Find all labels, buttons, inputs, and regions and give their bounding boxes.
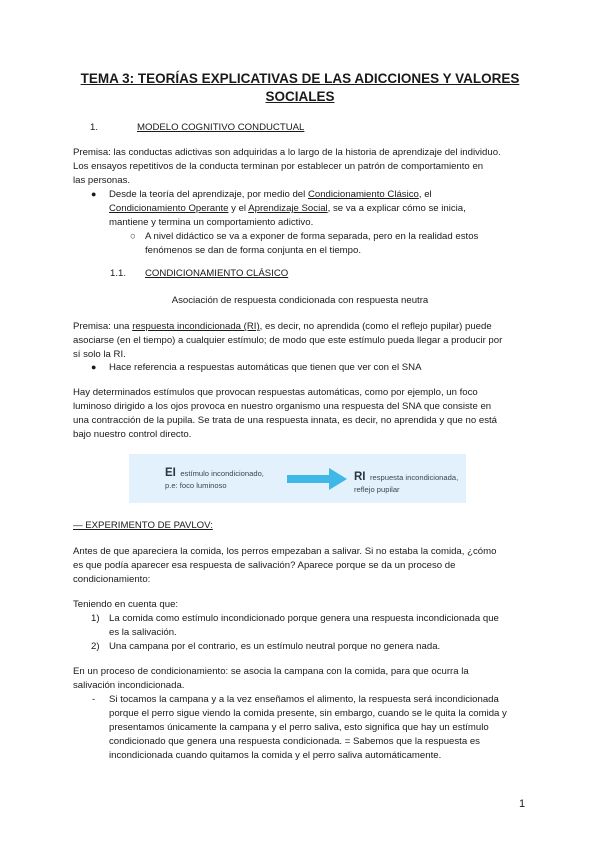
term-unconditioned-response: respuesta incondicionada (RI) xyxy=(132,321,260,332)
dash-item-line: incondicionada cuando quitamos la comida y el perro saliva automáticamente. xyxy=(109,750,442,761)
stimulus-example: p.e: foco luminoso xyxy=(165,481,227,490)
paragraph-line: asociarse (en el tiempo) a cualquier estímulo; de modo que este estímulo pueda llegar a producir por xyxy=(73,335,503,346)
paragraph-line: Hay determinados estímulos que provocan respuestas automáticas, como por ejemplo, un foco xyxy=(73,387,478,398)
list-item: Una campana por el contrario, es un estímulo neutral porque no genera nada. xyxy=(109,641,441,652)
subtitle: Asociación de respuesta condicionada con respuesta neutra xyxy=(171,295,429,306)
list-item: es la salivación. xyxy=(109,627,177,638)
text-span: y el xyxy=(228,203,249,214)
paragraph-line: Antes de que apareciera la comida, los perros empezaban a salivar. Si no estaba la comida, ¿cómo xyxy=(73,546,497,557)
paragraph-line: En un proceso de condicionamiento: se asocia la campana con la comida, para que ocurra la xyxy=(73,666,469,677)
response-text: respuesta incondicionada, xyxy=(369,473,459,482)
subsection-heading: CONDICIONAMIENTO CLÁSICO xyxy=(145,268,289,279)
dash-item-line: porque el perro sigue viendo la comida presente, sin embargo, cuando se le quita la comida y xyxy=(109,708,507,719)
page-title: TEMA 3: TEORÍAS EXPLICATIVAS DE LAS ADICCIONES Y VALORES SOCIALES xyxy=(80,71,520,104)
text-span: Desde la teoría del aprendizaje, por medio del xyxy=(109,189,308,200)
paragraph-line: las personas. xyxy=(73,175,131,186)
paragraph-line: Los ensayos repetitivos de la conducta terminan por establecer un patrón de comportamiento en xyxy=(73,161,484,172)
circle-bullet-icon: ○ xyxy=(130,231,136,242)
paragraph-line: Teniendo en cuenta que: xyxy=(73,599,179,610)
text-span: , el xyxy=(418,189,432,200)
dash-item-line: presentamos únicamente la campana y el perro saliva, esto significa que hay un estímulo xyxy=(109,722,489,733)
term-operant-conditioning: Condicionamiento Operante xyxy=(109,203,229,214)
list-number: 1) xyxy=(91,613,100,624)
term-social-learning: Aprendizaje Social xyxy=(248,203,328,214)
dash-item-line: condicionado que genera una respuesta condicionada. = Sabemos que la respuesta es xyxy=(109,736,480,747)
paragraph-line: sí solo la RI. xyxy=(73,349,126,360)
subsection-number: 1.1. xyxy=(110,268,127,279)
list-number: 2) xyxy=(91,641,100,652)
paragraph-line: luminoso dirigido a los ojos provoca en nuestro organismo una respuesta del SNA que consiste en xyxy=(73,401,492,412)
bullet-icon: ● xyxy=(91,362,97,372)
response-abbr: RI xyxy=(354,471,366,483)
right-arrow-icon xyxy=(287,468,347,490)
paragraph-line: es que podía aparecer esa respuesta de salivación? Aparece porque se da un proceso de xyxy=(73,560,456,571)
paragraph-line: Premisa: las conductas adictivas son adquiridas a lo largo de la historia de aprendizaje del individuo. xyxy=(73,147,501,158)
paragraph-line: bajo nuestro control directo. xyxy=(73,429,192,440)
list-item: La comida como estímulo incondicionado porque genera una respuesta incondicionada que xyxy=(109,613,499,624)
text-span: , es decir, no aprendida (como el reflejo pupilar) puede xyxy=(259,321,492,332)
dash-marker: - xyxy=(92,694,96,705)
stimulus-label xyxy=(165,463,264,481)
sub-bullet-text: A nivel didáctico se va a exponer de forma separada, pero en la realidad estos xyxy=(145,231,479,242)
bullet-text xyxy=(109,202,466,216)
bullet-icon: ● xyxy=(91,189,97,199)
section-heading: MODELO COGNITIVO CONDUCTUAL xyxy=(137,122,305,133)
term-classical-conditioning: Condicionamiento Clásico xyxy=(307,189,419,200)
response-label xyxy=(354,467,458,485)
stimulus-text: estímulo incondicionado, xyxy=(180,469,264,478)
text-span: , se va a explicar cómo se inicia, xyxy=(327,203,466,214)
page-number: 1 xyxy=(519,798,526,810)
bullet-text: mantiene y termina un comportamiento adictivo. xyxy=(109,217,314,228)
paragraph-line xyxy=(73,320,492,334)
paragraph-line: condicionamiento: xyxy=(73,574,151,585)
bullet-text xyxy=(109,188,432,202)
sub-bullet-text: fenómenos se dan de forma conjunta en el tiempo. xyxy=(145,245,361,256)
dash-item-line: Si tocamos la campana y a la vez enseñamos el alimento, la respuesta será incondicionada xyxy=(109,694,499,705)
paragraph-line: una contracción de la pupila. Se trata de una respuesta innata, es decir, no aprendida y que no está xyxy=(73,415,498,426)
bullet-text: Hace referencia a respuestas automáticas que tienen que ver con el SNA xyxy=(109,362,422,373)
stimulus-response-diagram xyxy=(129,454,466,503)
stimulus-abbr: EI xyxy=(165,467,176,479)
section-number: 1. xyxy=(90,122,99,133)
paragraph-line: salivación incondicionada. xyxy=(73,680,185,691)
text-span: Premisa: una xyxy=(73,321,133,332)
experiment-heading: — EXPERIMENTO DE PAVLOV: xyxy=(73,520,213,531)
response-example: reflejo pupilar xyxy=(354,485,400,494)
